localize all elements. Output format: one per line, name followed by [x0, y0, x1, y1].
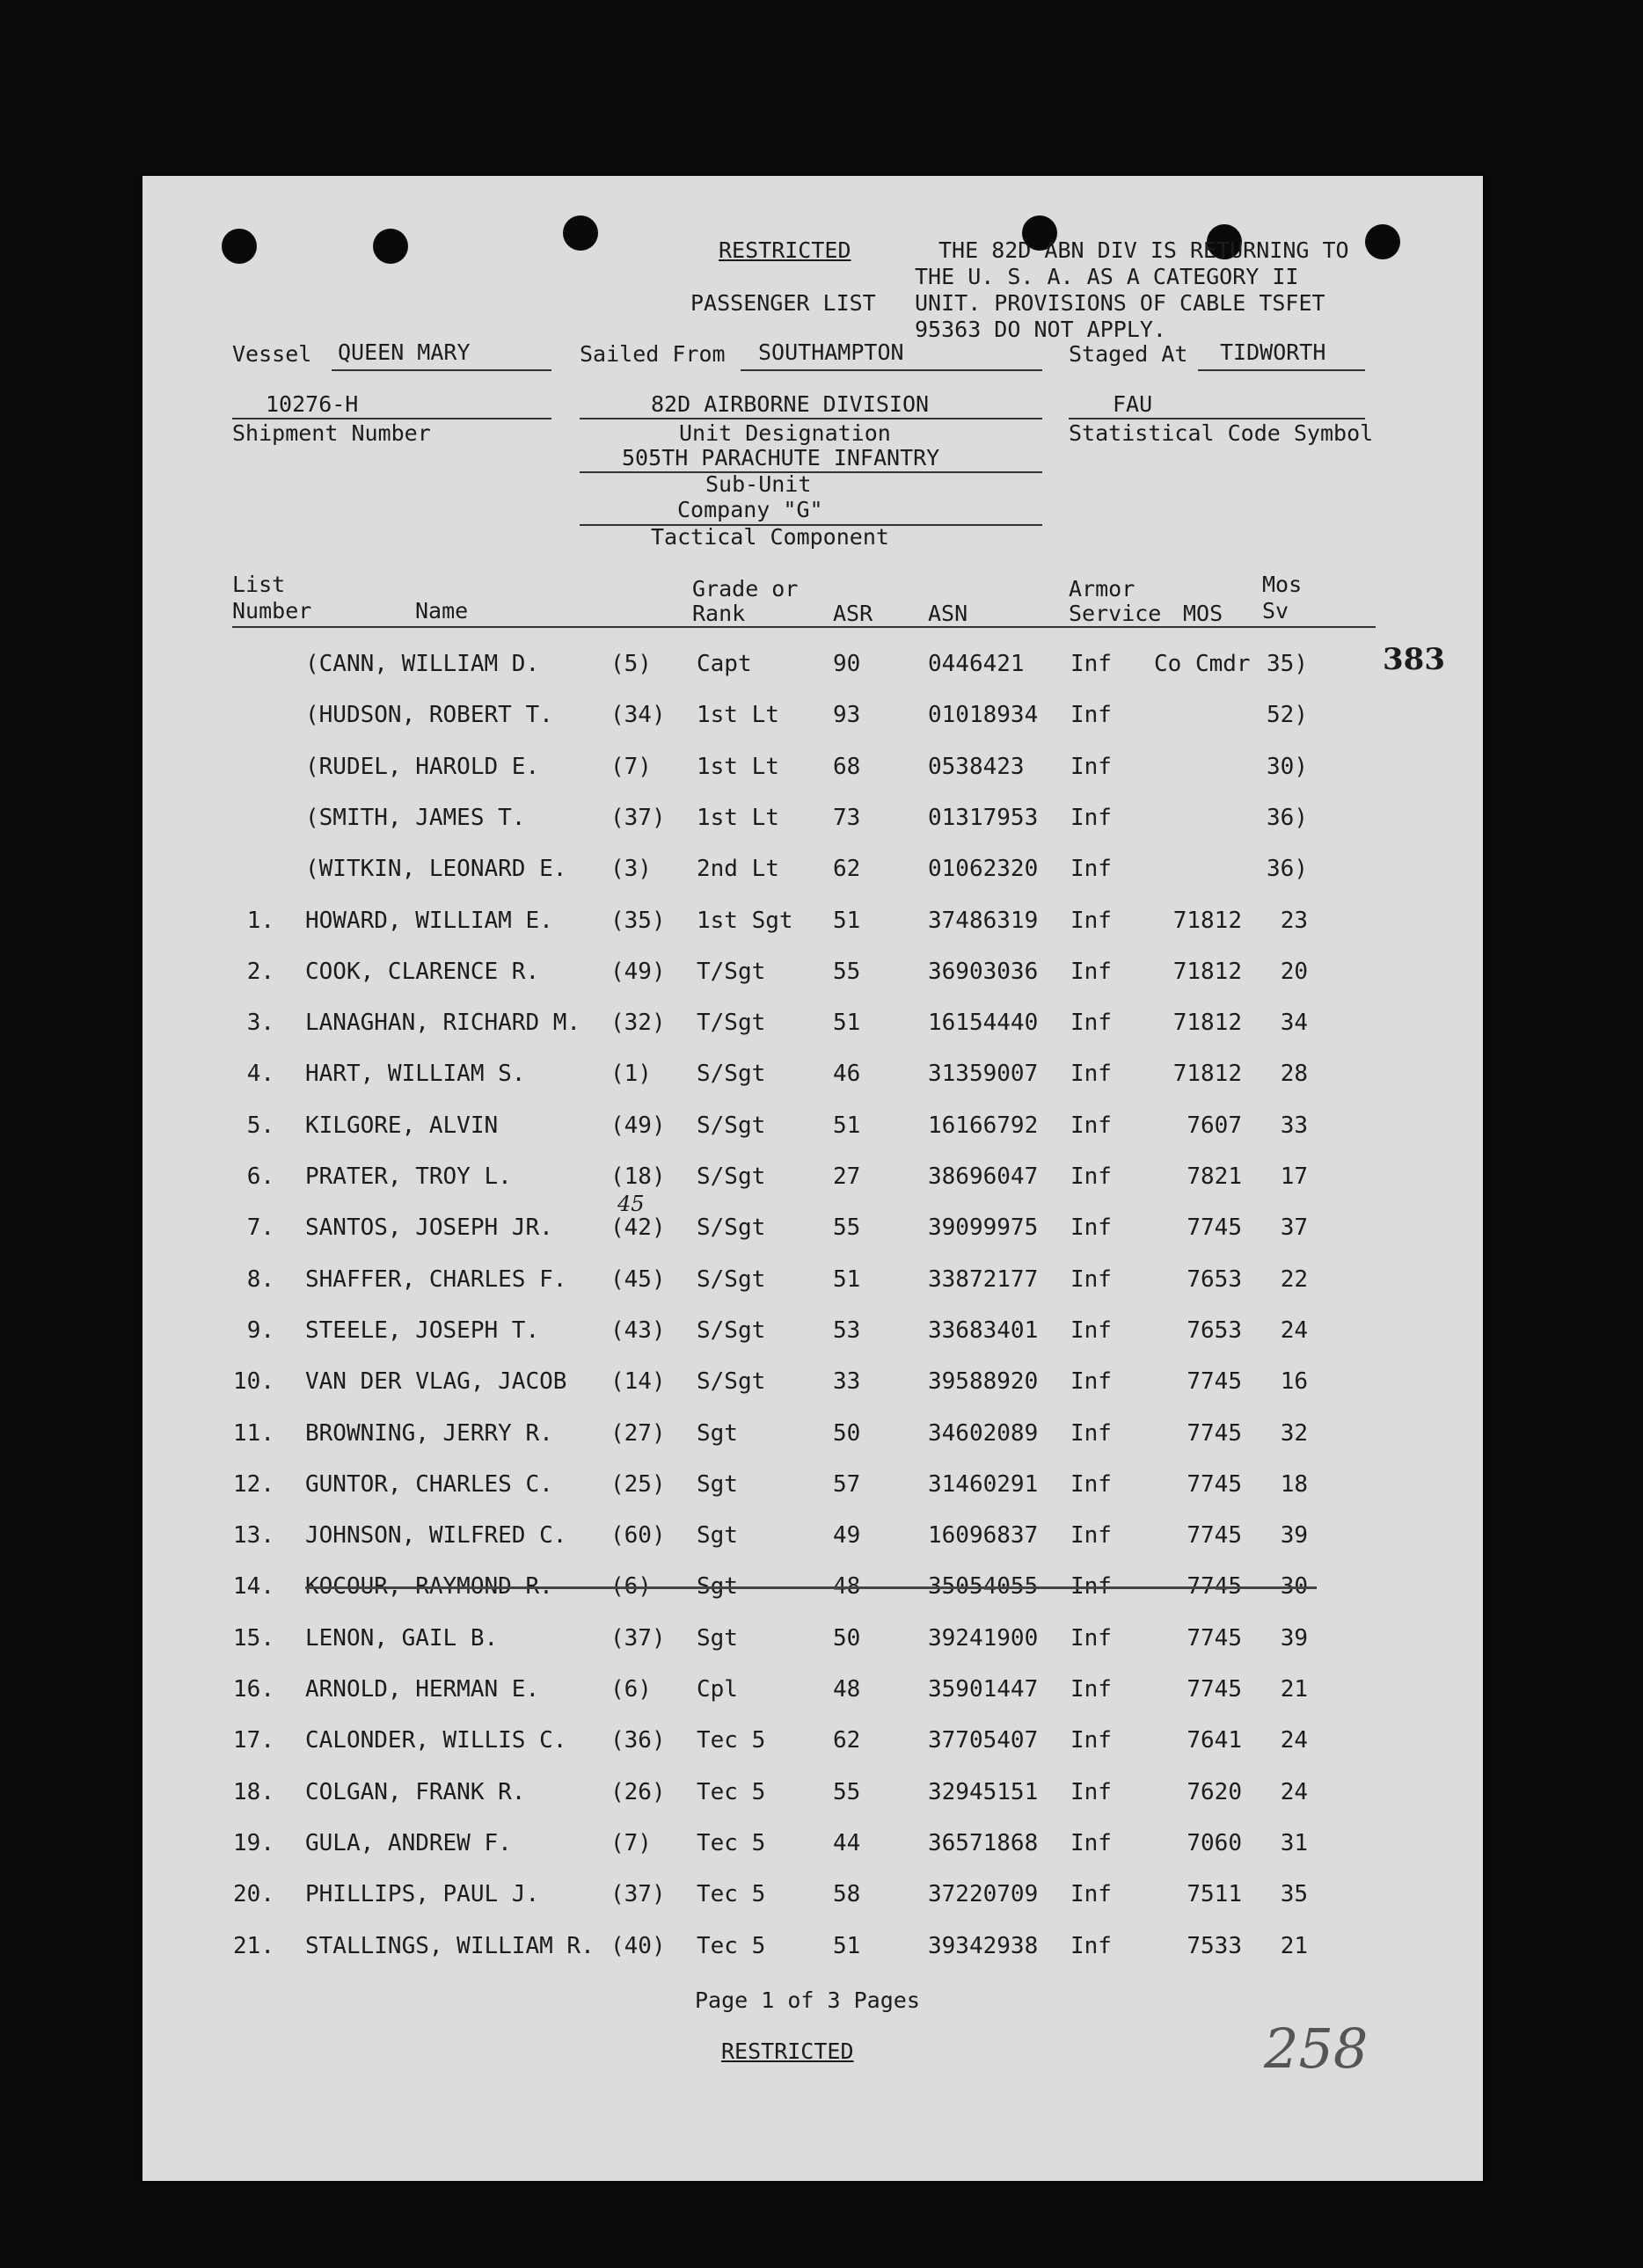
asn-cell: 39588920 [928, 1368, 1039, 1396]
name-cell: CALONDER, WILLIS C. [305, 1727, 567, 1754]
arm-service-cell: Inf [1070, 856, 1112, 883]
tactical-component-label: Tactical Component [651, 524, 889, 550]
mos-sv-cell: 33 [1280, 1112, 1308, 1139]
mos-sv-cell: 31 [1280, 1829, 1308, 1856]
mos-cell: 7653 [1187, 1265, 1242, 1293]
mos-sv-cell: 52) [1267, 702, 1308, 729]
age-cell: (7) [610, 1829, 652, 1856]
list-number-cell: 2. [246, 958, 274, 985]
age-cell: (49) [610, 1112, 666, 1139]
staged-at-value: TIDWORTH [1220, 339, 1326, 365]
age-cell: (37) [610, 804, 666, 831]
mos-sv-cell: 34 [1280, 1010, 1308, 1037]
list-number-cell: 14. [233, 1573, 274, 1601]
asr-cell: 51 [833, 1112, 861, 1139]
asn-cell: 35901447 [928, 1676, 1039, 1703]
age-cell: (40) [610, 1932, 666, 1959]
mos-cell: 7745 [1187, 1676, 1242, 1703]
arm-service-cell: Inf [1070, 1778, 1112, 1805]
tactical-component: Company "G" [677, 497, 823, 522]
arm-service-cell: Inf [1070, 1522, 1112, 1550]
grade-cell: 1st Lt [697, 753, 779, 780]
punch-hole [222, 229, 257, 264]
mos-cell: 7745 [1187, 1522, 1242, 1550]
arm-service-cell: Inf [1070, 753, 1112, 780]
table-row [142, 1159, 1483, 1194]
mos-sv-cell: 17 [1280, 1163, 1308, 1190]
grade-cell: 1st Lt [697, 702, 779, 729]
vessel-value: QUEEN MARY [338, 339, 471, 365]
punch-hole [373, 229, 408, 264]
table-row [142, 1416, 1483, 1451]
arm-service-cell: Inf [1070, 958, 1112, 985]
age-cell: (7) [610, 753, 652, 780]
asr-cell: 50 [833, 1419, 861, 1447]
table-row [142, 1621, 1483, 1656]
mos-sv-cell: 21 [1280, 1932, 1308, 1959]
asn-cell: 37220709 [928, 1881, 1039, 1908]
list-number-cell: 5. [246, 1112, 274, 1139]
arm-service-cell: Inf [1070, 1316, 1112, 1344]
list-number-cell: 16. [233, 1676, 274, 1703]
asr-cell: 48 [833, 1676, 861, 1703]
list-number-cell: 1. [246, 907, 274, 934]
arm-service-cell: Inf [1070, 1470, 1112, 1498]
mos-sv-cell: 18 [1280, 1470, 1308, 1498]
table-row [142, 1929, 1483, 1964]
mos-cell: 71812 [1172, 1061, 1242, 1088]
mos-sv-cell: 28 [1280, 1061, 1308, 1088]
mos-cell: 7745 [1187, 1419, 1242, 1447]
asr-cell: 49 [833, 1522, 861, 1550]
age-cell: (1) [610, 1061, 652, 1088]
col-asn: ASN [928, 601, 968, 626]
asn-cell: 16096837 [928, 1522, 1039, 1550]
name-cell: VAN DER VLAG, JACOB [305, 1368, 567, 1396]
name-cell: JOHNSON, WILFRED C. [305, 1522, 567, 1550]
list-number-cell: 11. [233, 1419, 274, 1447]
asr-cell: 50 [833, 1624, 861, 1652]
list-number-cell: 20. [233, 1881, 274, 1908]
asr-cell: 51 [833, 1265, 861, 1293]
age-cell: (6) [610, 1573, 652, 1601]
col-mos-sv-1: Mos [1262, 572, 1303, 597]
mos-cell: 7745 [1187, 1573, 1242, 1601]
classification-bottom: RESTRICTED [721, 2038, 854, 2064]
asn-cell: 31460291 [928, 1470, 1039, 1498]
list-number-cell: 21. [233, 1932, 274, 1959]
arm-service-cell: Inf [1070, 1727, 1112, 1754]
table-row [142, 800, 1483, 835]
staged-at-label: Staged At [1069, 341, 1188, 367]
grade-cell: Tec 5 [697, 1881, 766, 1908]
asr-cell: 55 [833, 1214, 861, 1242]
mos-sv-cell: 39 [1280, 1624, 1308, 1652]
arm-service-cell: Inf [1070, 1368, 1112, 1396]
notice-line-1: THE 82D ABN DIV IS RETURNING TO [938, 237, 1349, 263]
list-number-cell: 15. [233, 1624, 274, 1652]
table-row [142, 1108, 1483, 1143]
name-cell: ARNOLD, HERMAN E. [305, 1676, 540, 1703]
name-cell: PHILLIPS, PAUL J. [305, 1881, 540, 1908]
name-cell: STEELE, JOSEPH T. [305, 1316, 540, 1344]
asn-cell: 01062320 [928, 856, 1039, 883]
arm-service-cell: Inf [1070, 1932, 1112, 1959]
grade-cell: Tec 5 [697, 1727, 766, 1754]
arm-service-cell: Inf [1070, 1061, 1112, 1088]
passenger-list-page [142, 176, 1483, 2181]
strike-through-line [305, 1586, 1317, 1589]
col-mos: MOS [1183, 601, 1223, 626]
name-cell: COOK, CLARENCE R. [305, 958, 540, 985]
grade-cell: Sgt [697, 1624, 738, 1652]
vessel-label: Vessel [232, 341, 312, 367]
arm-service-cell: Inf [1070, 1265, 1112, 1293]
mos-sv-cell: 24 [1280, 1727, 1308, 1754]
mos-cell: 71812 [1172, 1010, 1242, 1037]
mos-sv-cell: 36) [1267, 804, 1308, 831]
col-list-number-2: Number [232, 598, 312, 624]
asn-cell: 36903036 [928, 958, 1039, 985]
age-cell: (18) [610, 1163, 666, 1190]
age-cell: (43) [610, 1316, 666, 1344]
name-cell: (HUDSON, ROBERT T. [305, 702, 553, 729]
table-row [142, 1518, 1483, 1553]
notice-line-3: UNIT. PROVISIONS OF CABLE TSFET [915, 290, 1325, 316]
asr-cell: 68 [833, 753, 861, 780]
mos-cell: 7620 [1187, 1778, 1242, 1805]
asn-cell: 16166792 [928, 1112, 1039, 1139]
age-cell: (42) [610, 1214, 666, 1242]
age-cell: (6) [610, 1676, 652, 1703]
sub-unit: 505TH PARACHUTE INFANTRY [622, 445, 940, 470]
mos-cell: 7745 [1187, 1368, 1242, 1396]
grade-cell: Sgt [697, 1470, 738, 1498]
name-cell: STALLINGS, WILLIAM R. [305, 1932, 595, 1959]
list-number-cell: 7. [246, 1214, 274, 1242]
age-cell: (32) [610, 1010, 666, 1037]
mos-sv-cell: 35 [1280, 1881, 1308, 1908]
mos-sv-cell: 36) [1267, 856, 1308, 883]
col-asr: ASR [833, 601, 873, 626]
mos-sv-cell: 22 [1280, 1265, 1308, 1293]
asn-cell: 0538423 [928, 753, 1025, 780]
table-row [142, 1826, 1483, 1861]
name-cell: (RUDEL, HAROLD E. [305, 753, 540, 780]
table-row [142, 1192, 1483, 1245]
name-cell: KOCOUR, RAYMOND R. [305, 1573, 553, 1601]
asr-cell: 58 [833, 1881, 861, 1908]
name-cell: GULA, ANDREW F. [305, 1829, 512, 1856]
table-row [142, 1364, 1483, 1399]
asn-cell: 37486319 [928, 907, 1039, 934]
table-row [142, 1775, 1483, 1810]
table-row [142, 903, 1483, 938]
table-row [142, 1056, 1483, 1091]
grade-cell: 1st Lt [697, 804, 779, 831]
arm-service-cell: Inf [1070, 1419, 1112, 1447]
arm-service-cell: Inf [1070, 702, 1112, 729]
asn-cell: 0446421 [928, 651, 1025, 677]
asr-cell: 44 [833, 1829, 861, 1856]
mos-sv-cell: 21 [1280, 1676, 1308, 1703]
table-row [142, 749, 1483, 784]
table-row [142, 1262, 1483, 1297]
mos-cell: 7745 [1187, 1624, 1242, 1652]
page-stamp: 383 [1383, 642, 1445, 677]
age-cell: (26) [610, 1778, 666, 1805]
age-cell: (49) [610, 958, 666, 985]
asr-cell: 51 [833, 1932, 861, 1959]
list-number-cell: 18. [233, 1778, 274, 1805]
grade-cell: Tec 5 [697, 1829, 766, 1856]
asn-cell: 35054055 [928, 1573, 1039, 1601]
col-arm-2: Service [1069, 601, 1162, 626]
classification-top: RESTRICTED [719, 237, 851, 263]
punch-hole [563, 215, 598, 251]
mos-sv-cell: 35) [1267, 651, 1308, 677]
asr-cell: 53 [833, 1316, 861, 1344]
list-number-cell: 3. [246, 1010, 274, 1037]
asn-cell: 01317953 [928, 804, 1039, 831]
asn-cell: 36571868 [928, 1829, 1039, 1856]
age-cell: (45) [610, 1265, 666, 1293]
name-cell: LANAGHAN, RICHARD M. [305, 1010, 581, 1037]
table-row [142, 851, 1483, 886]
col-name: Name [415, 598, 469, 624]
mos-cell: 7511 [1187, 1881, 1242, 1908]
grade-cell: S/Sgt [697, 1316, 766, 1344]
asr-cell: 51 [833, 907, 861, 934]
age-correction-note: 45 [617, 1192, 645, 1217]
grade-cell: T/Sgt [697, 958, 766, 985]
table-row [142, 646, 1483, 682]
asn-cell: 39099975 [928, 1214, 1039, 1242]
arm-service-cell: Inf [1070, 1829, 1112, 1856]
age-cell: (60) [610, 1522, 666, 1550]
unit-designation: 82D AIRBORNE DIVISION [651, 391, 930, 417]
asn-cell: 31359007 [928, 1061, 1039, 1088]
col-grade-1: Grade or [692, 576, 799, 602]
arm-service-cell: Inf [1070, 1676, 1112, 1703]
asr-cell: 73 [833, 804, 861, 831]
asr-cell: 57 [833, 1470, 861, 1498]
asr-cell: 90 [833, 651, 861, 677]
asn-cell: 38696047 [928, 1163, 1039, 1190]
sub-unit-label: Sub-Unit [705, 471, 812, 497]
asr-cell: 51 [833, 1010, 861, 1037]
arm-service-cell: Inf [1070, 651, 1112, 677]
list-number-cell: 9. [246, 1316, 274, 1344]
grade-cell: 1st Sgt [697, 907, 793, 934]
list-number-cell: 4. [246, 1061, 274, 1088]
age-cell: (27) [610, 1419, 666, 1447]
notice-line-4: 95363 DO NOT APPLY. [915, 317, 1166, 342]
asr-cell: 33 [833, 1368, 861, 1396]
name-cell: BROWNING, JERRY R. [305, 1419, 553, 1447]
asr-cell: 93 [833, 702, 861, 729]
mos-sv-cell: 37 [1280, 1214, 1308, 1242]
statistical-code: FAU [1113, 391, 1153, 417]
grade-cell: Cpl [697, 1676, 738, 1703]
grade-cell: 2nd Lt [697, 856, 779, 883]
grade-cell: Sgt [697, 1573, 738, 1601]
arm-service-cell: Inf [1070, 804, 1112, 831]
mos-cell: 7745 [1187, 1470, 1242, 1498]
name-cell: (CANN, WILLIAM D. [305, 651, 540, 677]
asn-cell: 33872177 [928, 1265, 1039, 1293]
asn-cell: 33683401 [928, 1316, 1039, 1344]
grade-cell: Tec 5 [697, 1932, 766, 1959]
mos-sv-cell: 32 [1280, 1419, 1308, 1447]
mos-sv-cell: 24 [1280, 1778, 1308, 1805]
list-number-cell: 6. [246, 1163, 274, 1190]
mos-sv-cell: 30) [1267, 753, 1308, 780]
grade-cell: S/Sgt [697, 1163, 766, 1190]
grade-cell: S/Sgt [697, 1112, 766, 1139]
mos-sv-cell: 24 [1280, 1316, 1308, 1344]
col-list-number-1: List [232, 572, 286, 597]
grade-cell: Sgt [697, 1522, 738, 1550]
asn-cell: 32945151 [928, 1778, 1039, 1805]
arm-service-cell: Inf [1070, 1163, 1112, 1190]
shipment-number: 10276-H [266, 391, 359, 417]
arm-service-cell: Inf [1070, 1573, 1112, 1601]
age-cell: (37) [610, 1881, 666, 1908]
table-row [142, 1005, 1483, 1040]
asn-cell: 01018934 [928, 702, 1039, 729]
mos-cell: 7060 [1187, 1829, 1242, 1856]
col-arm-1: Armor [1069, 576, 1135, 602]
grade-cell: S/Sgt [697, 1214, 766, 1242]
asn-cell: 39342938 [928, 1932, 1039, 1959]
list-number-cell: 10. [233, 1368, 274, 1396]
arm-service-cell: Inf [1070, 1881, 1112, 1908]
name-cell: HOWARD, WILLIAM E. [305, 907, 553, 934]
mos-sv-cell: 20 [1280, 958, 1308, 985]
mos-cell: 7533 [1187, 1932, 1242, 1959]
grade-cell: Sgt [697, 1419, 738, 1447]
age-cell: (14) [610, 1368, 666, 1396]
sailed-from-value: SOUTHAMPTON [758, 339, 904, 365]
name-cell: SANTOS, JOSEPH JR. [305, 1214, 553, 1242]
asr-cell: 55 [833, 958, 861, 985]
name-cell: GUNTOR, CHARLES C. [305, 1470, 553, 1498]
arm-service-cell: Inf [1070, 1624, 1112, 1652]
name-cell: (SMITH, JAMES T. [305, 804, 526, 831]
grade-cell: Tec 5 [697, 1778, 766, 1805]
notice-line-2: THE U. S. A. AS A CATEGORY II [915, 264, 1299, 289]
table-row [142, 697, 1483, 733]
name-cell: (WITKIN, LEONARD E. [305, 856, 567, 883]
name-cell: KILGORE, ALVIN [305, 1112, 499, 1139]
page-of: Page 1 of 3 Pages [695, 1987, 920, 2013]
asn-cell: 39241900 [928, 1624, 1039, 1652]
mos-cell: 7653 [1187, 1316, 1242, 1344]
unit-designation-label: Unit Designation [679, 420, 891, 446]
asr-cell: 55 [833, 1778, 861, 1805]
age-cell: (34) [610, 702, 666, 729]
asr-cell: 48 [833, 1573, 861, 1601]
arm-service-cell: Inf [1070, 1010, 1112, 1037]
name-cell: COLGAN, FRANK R. [305, 1778, 526, 1805]
shipment-number-label: Shipment Number [232, 420, 431, 446]
sailed-from-label: Sailed From [580, 341, 726, 367]
grade-cell: T/Sgt [697, 1010, 766, 1037]
list-number-cell: 12. [233, 1470, 274, 1498]
statistical-code-label: Statistical Code Symbol [1069, 420, 1374, 446]
mos-sv-cell: 39 [1280, 1522, 1308, 1550]
table-row [142, 1672, 1483, 1707]
asr-cell: 62 [833, 856, 861, 883]
age-cell: (37) [610, 1624, 666, 1652]
mos-cell: Co Cmdr [1154, 651, 1251, 677]
mos-cell: 7745 [1187, 1214, 1242, 1242]
arm-service-cell: Inf [1070, 1112, 1112, 1139]
col-grade-2: Rank [692, 601, 746, 626]
table-row [142, 1569, 1483, 1604]
age-cell: (3) [610, 856, 652, 883]
mos-cell: 71812 [1172, 958, 1242, 985]
table-row [142, 1467, 1483, 1502]
mos-cell: 7821 [1187, 1163, 1242, 1190]
grade-cell: S/Sgt [697, 1265, 766, 1293]
punch-hole [1365, 224, 1400, 259]
asn-cell: 37705407 [928, 1727, 1039, 1754]
list-number-cell: 13. [233, 1522, 274, 1550]
age-cell: (5) [610, 651, 652, 677]
table-row [142, 1313, 1483, 1348]
name-cell: HART, WILLIAM S. [305, 1061, 526, 1088]
asn-cell: 16154440 [928, 1010, 1039, 1037]
grade-cell: Capt [697, 651, 752, 677]
list-number-cell: 19. [233, 1829, 274, 1856]
arm-service-cell: Inf [1070, 1214, 1112, 1242]
name-cell: LENON, GAIL B. [305, 1624, 499, 1652]
age-cell: (25) [610, 1470, 666, 1498]
asn-cell: 34602089 [928, 1419, 1039, 1447]
mos-cell: 71812 [1172, 907, 1242, 934]
col-mos-sv-2: Sv [1262, 598, 1289, 624]
mos-sv-cell: 16 [1280, 1368, 1308, 1396]
table-row [142, 954, 1483, 989]
asr-cell: 27 [833, 1163, 861, 1190]
handwritten-number: 258 [1264, 2016, 1369, 2081]
list-number-cell: 8. [246, 1265, 274, 1293]
mos-cell: 7607 [1187, 1112, 1242, 1139]
mos-cell: 7641 [1187, 1727, 1242, 1754]
table-row [142, 1723, 1483, 1758]
name-cell: PRATER, TROY L. [305, 1163, 512, 1190]
age-cell: (35) [610, 907, 666, 934]
mos-sv-cell: 23 [1280, 907, 1308, 934]
asr-cell: 46 [833, 1061, 861, 1088]
grade-cell: S/Sgt [697, 1368, 766, 1396]
list-number-cell: 17. [233, 1727, 274, 1754]
asr-cell: 62 [833, 1727, 861, 1754]
mos-sv-cell: 30 [1280, 1573, 1308, 1601]
name-cell: SHAFFER, CHARLES F. [305, 1265, 567, 1293]
arm-service-cell: Inf [1070, 907, 1112, 934]
age-cell: (36) [610, 1727, 666, 1754]
grade-cell: S/Sgt [697, 1061, 766, 1088]
doc-title: PASSENGER LIST [690, 290, 876, 316]
table-row [142, 1877, 1483, 1912]
